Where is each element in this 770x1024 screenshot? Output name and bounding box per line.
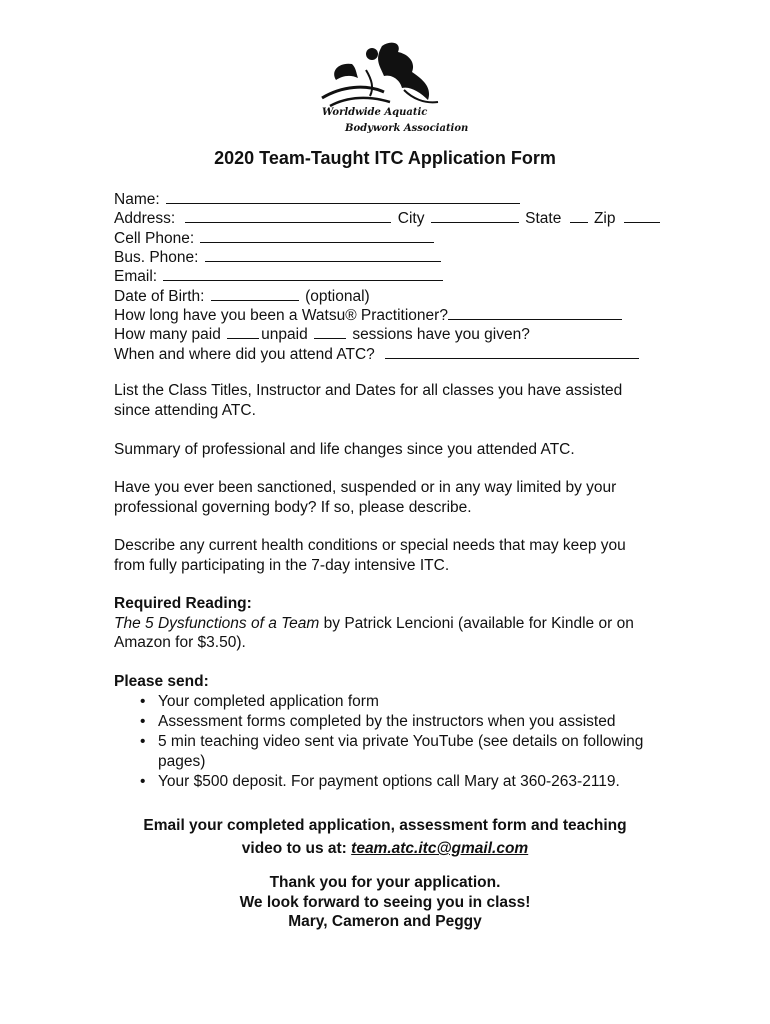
email-prefix: video to us at:	[241, 840, 352, 857]
state-field[interactable]	[570, 207, 588, 223]
cell-phone-row	[114, 227, 436, 248]
bus-phone-label: Bus. Phone:	[114, 249, 199, 266]
please-send-heading: Please send:	[114, 673, 209, 690]
list-item: • Your completed application form	[140, 692, 660, 712]
email-row	[114, 265, 445, 286]
bus-phone-row	[114, 246, 443, 267]
sessions-paid-field[interactable]	[227, 323, 259, 339]
thanks-block	[100, 873, 670, 932]
swimmer-silhouette-icon	[312, 40, 452, 114]
sessions-paid-label: How many paid	[114, 326, 221, 343]
zip-label: Zip	[593, 210, 616, 227]
email-instructions-line2	[100, 837, 670, 860]
cell-phone-label: Cell Phone:	[114, 230, 195, 247]
name-field[interactable]	[166, 188, 520, 204]
waba-logo	[312, 40, 469, 140]
summary-question: Summary of professional and life changes since you attended ATC.	[114, 441, 575, 458]
logo-text-line1: Worldwide Aquatic	[322, 107, 428, 118]
practitioner-row	[114, 304, 624, 325]
cell-phone-field[interactable]	[200, 227, 434, 243]
sessions-unpaid-label: unpaid	[261, 326, 308, 343]
address-label: Address:	[114, 210, 176, 227]
name-label: Name:	[114, 191, 160, 208]
email-field[interactable]	[163, 265, 443, 281]
thanks-line1: Thank you for your application.	[269, 874, 501, 891]
email-instructions	[100, 814, 670, 860]
signature: Mary, Cameron and Peggy	[288, 913, 482, 930]
page-title: 2020 Team-Taught ITC Application Form	[214, 148, 556, 168]
book-title: The 5 Dysfunctions of a Team	[114, 614, 320, 632]
sanctioned-question: Have you ever been sanctioned, suspended or in any way limited by your professional governing body? If so, please describe.	[114, 479, 617, 516]
required-reading-text	[114, 614, 659, 653]
city-label: City	[397, 210, 425, 227]
book-details: by Patrick Lencioni (available for Kindle or on Amazon for $3.50).	[114, 614, 634, 651]
dob-field[interactable]	[211, 285, 299, 301]
health-question: Describe any current health conditions or special needs that may keep you from fully participating in the 7-day intensive ITC.	[114, 537, 626, 574]
required-reading	[114, 594, 659, 653]
city-field[interactable]	[431, 207, 519, 223]
list-item: • Your $500 deposit. For payment options call Mary at 360-263-2119.	[140, 772, 660, 792]
practitioner-label: How long have you been a Watsu® Practitioner?	[114, 307, 448, 324]
classes-question: List the Class Titles, Instructor and Dates for all classes you have assisted since attending ATC.	[114, 382, 623, 419]
atc-label: When and where did you attend ATC?	[114, 346, 375, 363]
sessions-unpaid-field[interactable]	[314, 323, 346, 339]
email-label: Email:	[114, 268, 158, 285]
address-field[interactable]	[185, 207, 391, 223]
atc-row	[114, 343, 641, 364]
sessions-suffix: sessions have you given?	[352, 326, 530, 343]
required-reading-heading: Required Reading:	[114, 595, 252, 612]
atc-field[interactable]	[385, 343, 639, 359]
address-row	[114, 207, 662, 228]
logo-text-line2: Bodywork Association	[345, 123, 469, 134]
state-label: State	[525, 210, 562, 227]
list-item: • 5 min teaching video sent via private YouTube (see details on following pages)	[140, 732, 660, 772]
dob-row	[114, 285, 370, 306]
practitioner-field[interactable]	[448, 304, 622, 320]
bus-phone-field[interactable]	[205, 246, 441, 262]
dob-note: (optional)	[305, 288, 370, 305]
name-row	[114, 188, 522, 209]
dob-label: Date of Birth:	[114, 288, 205, 305]
email-link[interactable]: team.atc.itc@gmail.com	[351, 840, 529, 857]
thanks-line2: We look forward to seeing you in class!	[239, 893, 531, 911]
email-instructions-line1: Email your completed application, assessment form and teaching	[143, 817, 627, 834]
list-item: • Assessment forms completed by the instructors when you assisted	[140, 712, 660, 732]
zip-field[interactable]	[624, 207, 660, 223]
send-list	[140, 692, 660, 792]
sessions-row	[114, 323, 530, 344]
